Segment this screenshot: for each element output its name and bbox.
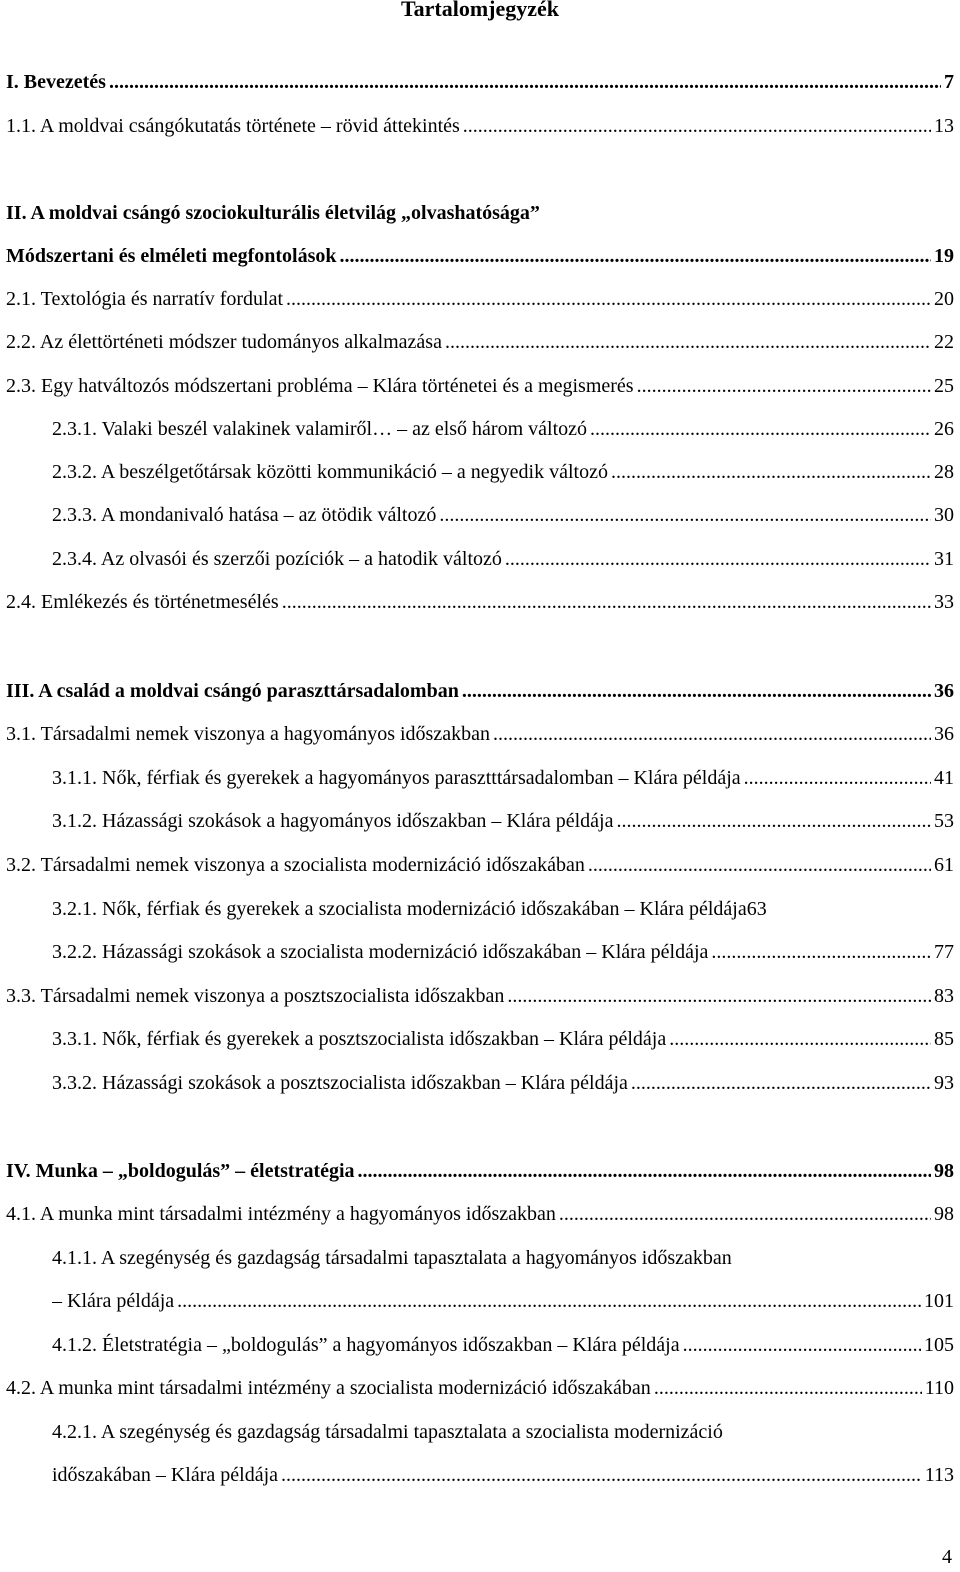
leader-dots <box>286 284 931 314</box>
toc-entry-page: 61 <box>934 854 954 876</box>
toc-entry-page: 105 <box>924 1334 954 1356</box>
leader-dots <box>507 981 931 1011</box>
toc-entry-3-3-2[interactable] <box>0 1068 960 1098</box>
leader-dots <box>590 414 931 444</box>
leader-dots <box>177 1286 921 1316</box>
toc-entry-page: 28 <box>934 461 954 483</box>
toc-entry-3-1-2[interactable] <box>0 806 960 836</box>
toc-entry-label: Módszertani és elméleti megfontolások <box>6 245 337 267</box>
leader-dots <box>683 1330 921 1360</box>
toc-entry-page: 110 <box>924 1377 954 1399</box>
toc-entry-3-2-1[interactable] <box>0 894 960 924</box>
toc-entry-page: 33 <box>934 591 954 613</box>
toc-entry-2-3-4[interactable] <box>0 544 960 574</box>
page-number: 4 <box>942 1546 952 1568</box>
leader-dots <box>493 719 931 749</box>
toc-entry-label: 4.1.2. Életstratégia – „boldogulás” a hagyományos időszakban – Klára példája <box>52 1334 680 1356</box>
toc-entry-2-3[interactable] <box>0 371 960 401</box>
toc-entry-label: 2.2. Az élettörténeti módszer tudományos alkalmazása <box>6 331 442 353</box>
leader-dots <box>439 500 931 530</box>
leader-dots <box>617 806 932 836</box>
toc-entry-label: 2.3. Egy hatváltozós módszertani probléma – Klára történetei és a megismerés <box>6 375 634 397</box>
toc-entry-label: 2.4. Emlékezés és történetmesélés <box>6 591 279 613</box>
toc-entry-3-1[interactable] <box>0 719 960 749</box>
leader-dots <box>654 1373 922 1403</box>
leader-dots <box>463 111 931 141</box>
toc-entry-2-3-2[interactable] <box>0 457 960 487</box>
toc-entry-4-1-2[interactable] <box>0 1330 960 1360</box>
toc-entry-label: 3.2.1. Nők, férfiak és gyerekek a szocialista modernizáció időszakában – Klára példája <box>52 898 747 920</box>
toc-entry-page: 13 <box>934 115 954 137</box>
toc-entry-page: 36 <box>934 723 954 745</box>
toc-entry-3-3[interactable] <box>0 981 960 1011</box>
toc-entry-4-1-1-title[interactable]: 4.1.1. A szegénység és gazdagság társadalmi tapasztalata a hagyományos időszakban <box>52 1247 732 1269</box>
toc-entry-page: 25 <box>934 375 954 397</box>
leader-dots <box>588 850 931 880</box>
toc-entry-label: IV. Munka – „boldogulás” – életstratégia <box>6 1160 355 1182</box>
leader-dots <box>445 327 931 357</box>
leader-dots <box>744 763 931 793</box>
leader-dots <box>631 1068 931 1098</box>
toc-entry-page: 19 <box>934 245 954 267</box>
toc-entry-4-2[interactable] <box>0 1373 960 1403</box>
toc-entry-label: 4.1. A munka mint társadalmi intézmény a hagyományos időszakban <box>6 1203 556 1225</box>
toc-entry-label: 3.3.2. Házassági szokások a posztszocialista időszakban – Klára példája <box>52 1072 628 1094</box>
toc-entry-2-3-1[interactable] <box>0 414 960 444</box>
page-title: Tartalomjegyzék <box>400 0 560 21</box>
leader-dots <box>462 676 931 706</box>
toc-entry-page: 36 <box>934 680 954 702</box>
toc-entry-label: 2.3.3. A mondanivaló hatása – az ötödik változó <box>52 504 437 526</box>
toc-entry-2-1[interactable] <box>0 284 960 314</box>
toc-entry-label: 2.3.2. A beszélgetőtársak közötti kommunikáció – a negyedik változó <box>52 461 608 483</box>
toc-entry-page: 113 <box>924 1464 954 1486</box>
toc-entry-4-2-1-title[interactable]: 4.2.1. A szegénység és gazdagság társadalmi tapasztalata a szocialista modernizáció <box>52 1421 723 1443</box>
toc-entry-page: 31 <box>934 548 954 570</box>
toc-entry-4-1-1[interactable] <box>0 1286 960 1316</box>
leader-dots <box>559 1199 931 1229</box>
toc-entry-chapter-2-title[interactable]: II. A moldvai csángó szociokulturális életvilág „olvashatósága” <box>6 202 540 224</box>
leader-dots <box>281 1460 922 1490</box>
toc-entry-2-3-3[interactable] <box>0 500 960 530</box>
toc-entry-3-2-2[interactable] <box>0 937 960 967</box>
toc-entry-label: 2.1. Textológia és narratív fordulat <box>6 288 284 310</box>
toc-entry-label: 3.1.2. Házassági szokások a hagyományos időszakban – Klára példája <box>52 810 614 832</box>
toc-entry-page: 101 <box>924 1290 954 1312</box>
leader-dots <box>109 67 941 97</box>
toc-entry-page: 22 <box>934 331 954 353</box>
toc-entry-4-2-1[interactable] <box>0 1460 960 1490</box>
toc-entry-label: 4.2. A munka mint társadalmi intézmény a szocialista modernizáció időszakában <box>6 1377 651 1399</box>
toc-entry-page: 93 <box>934 1072 954 1094</box>
leader-dots <box>611 457 931 487</box>
toc-entry-page: 98 <box>934 1203 954 1225</box>
toc-entry-3-3-1[interactable] <box>0 1024 960 1054</box>
toc-entry-page: 30 <box>934 504 954 526</box>
toc-entry-3-2[interactable] <box>0 850 960 880</box>
toc-entry-label: 3.1.1. Nők, férfiak és gyerekek a hagyományos parasztttársadalomban – Klára példája <box>52 767 741 789</box>
toc-entry-label: 3.3.1. Nők, férfiak és gyerekek a posztszocialista időszakban – Klára példája <box>52 1028 667 1050</box>
toc-entry-label: I. Bevezetés <box>6 71 106 93</box>
toc-entry-label: 3.2.2. Házassági szokások a szocialista modernizáció időszakában – Klára példája <box>52 941 709 963</box>
toc-entry-label: 1.1. A moldvai csángókutatás története – rövid áttekintés <box>6 115 460 137</box>
leader-dots <box>637 371 931 401</box>
toc-entry-1-1[interactable] <box>0 111 960 141</box>
toc-entry-label: időszakában – Klára példája <box>52 1464 279 1486</box>
toc-entry-page: 20 <box>934 288 954 310</box>
leader-dots <box>711 937 931 967</box>
leader-dots <box>339 241 931 271</box>
toc-entry-2-4[interactable] <box>0 587 960 617</box>
toc-entry-page: 85 <box>934 1028 954 1050</box>
toc-entry-label: 3.3. Társadalmi nemek viszonya a posztszocialista időszakban <box>6 985 505 1007</box>
toc-entry-chapter-2[interactable] <box>0 241 960 271</box>
toc-entry-chapter-1[interactable] <box>0 67 960 97</box>
toc-entry-page: 83 <box>934 985 954 1007</box>
toc-entry-label: 2.3.1. Valaki beszél valakinek valamiről… – az első három változó <box>52 418 588 440</box>
leader-dots <box>282 587 931 617</box>
toc-entry-page: 7 <box>944 71 954 93</box>
toc-entry-page: 53 <box>934 810 954 832</box>
toc-entry-page: 77 <box>934 941 954 963</box>
toc-entry-4-1[interactable] <box>0 1199 960 1229</box>
toc-entry-3-1-1[interactable] <box>0 763 960 793</box>
toc-entry-label: 3.2. Társadalmi nemek viszonya a szocialista modernizáció időszakában <box>6 854 585 876</box>
toc-entry-page: 63 <box>746 898 767 920</box>
toc-entry-chapter-4[interactable] <box>0 1156 960 1186</box>
toc-entry-label: III. A család a moldvai csángó paraszttársadalomban <box>6 680 459 702</box>
toc-entry-label: – Klára példája <box>52 1290 175 1312</box>
toc-entry-page: 26 <box>934 418 954 440</box>
toc-entry-label: 3.1. Társadalmi nemek viszonya a hagyományos időszakban <box>6 723 490 745</box>
leader-dots <box>669 1024 931 1054</box>
toc-entry-2-2[interactable] <box>0 327 960 357</box>
leader-dots <box>505 544 931 574</box>
toc-entry-page: 41 <box>934 767 954 789</box>
toc-entry-page: 98 <box>934 1160 954 1182</box>
toc-entry-chapter-3[interactable] <box>0 676 960 706</box>
leader-dots <box>358 1156 931 1186</box>
toc-entry-label: 2.3.4. Az olvasói és szerzői pozíciók – a hatodik változó <box>52 548 502 570</box>
